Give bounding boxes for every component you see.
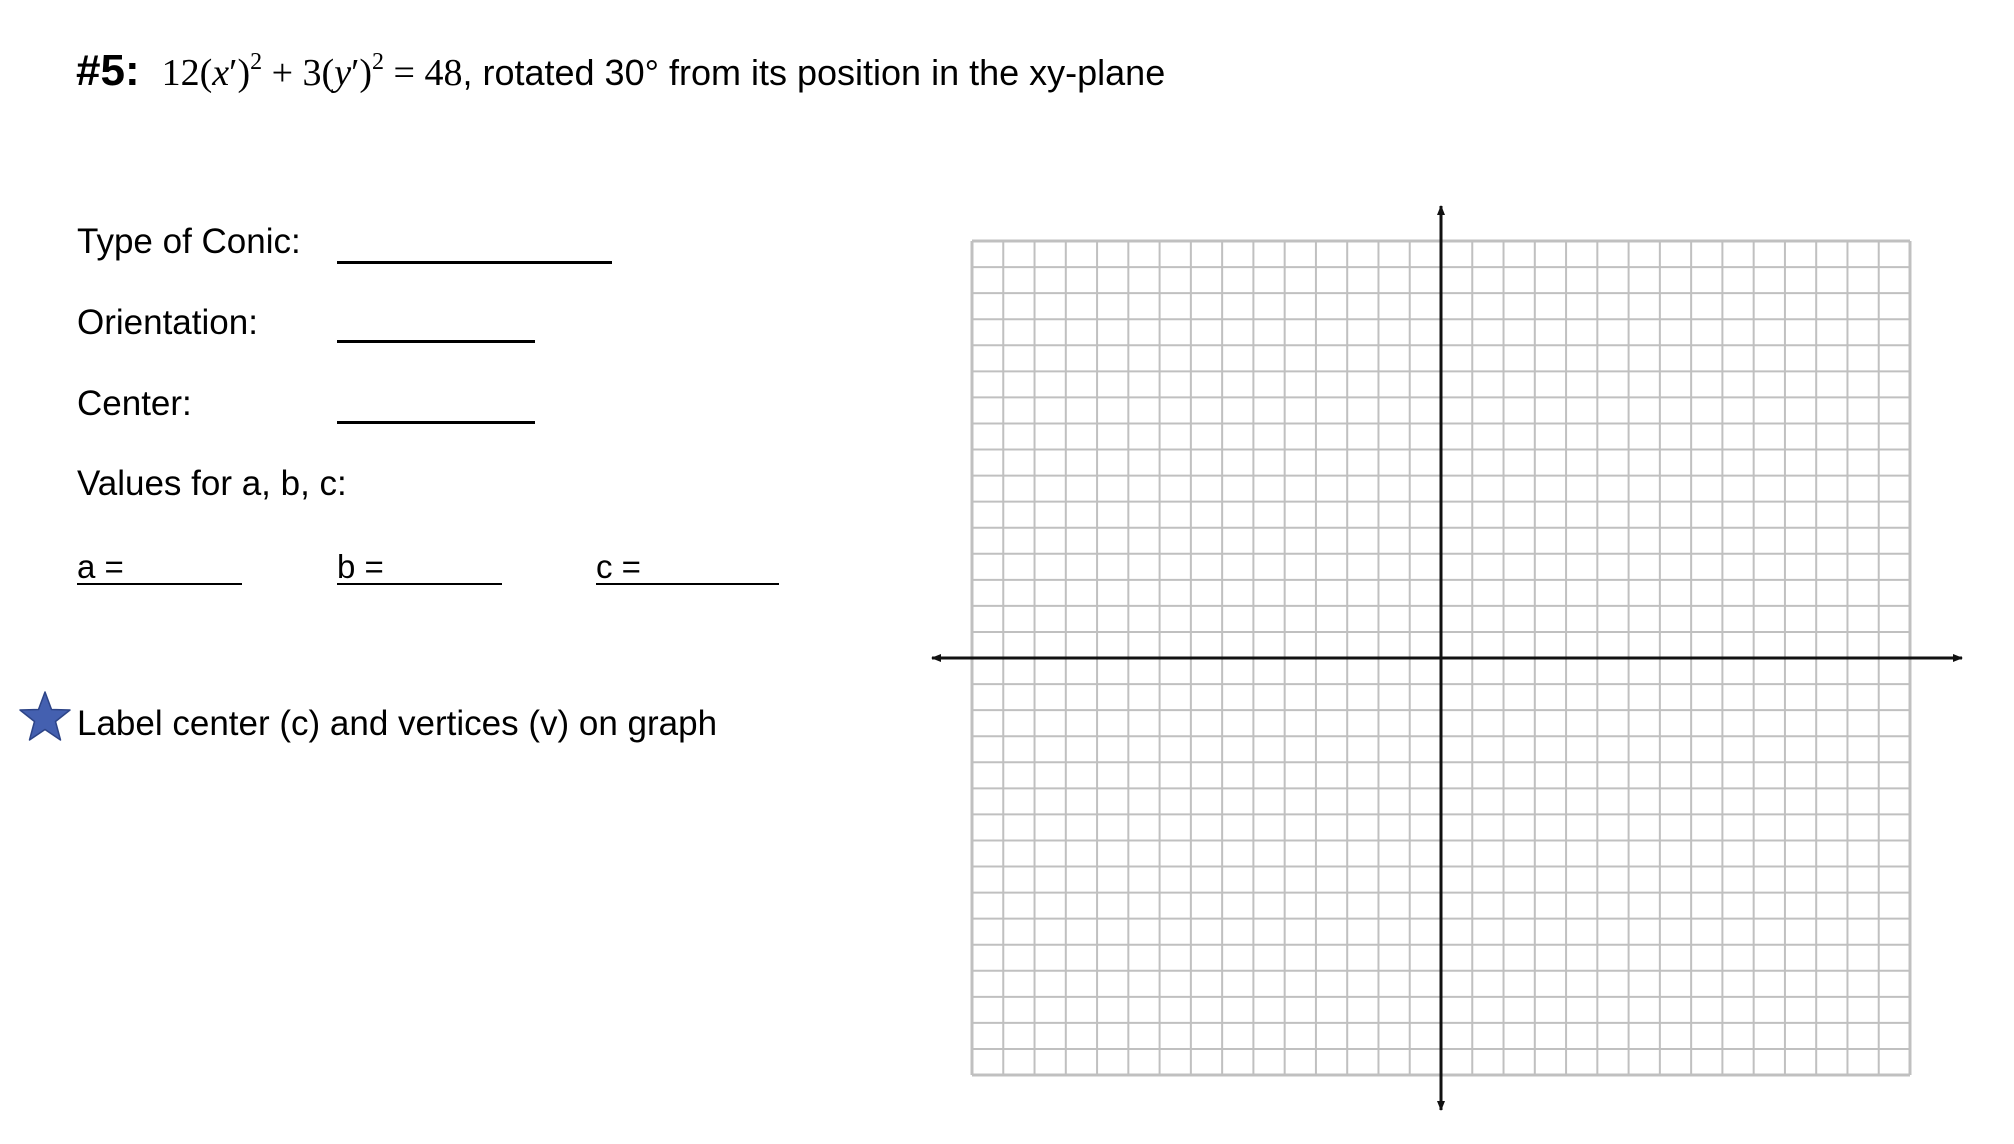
b-label: b =	[337, 548, 384, 585]
a-label: a =	[77, 548, 124, 585]
type-of-conic-label: Type of Conic:	[77, 222, 301, 261]
problem-number: #5:	[76, 46, 140, 95]
problem-description: , rotated 30° from its position in the xy-plane	[462, 52, 1166, 93]
orientation-label: Orientation:	[77, 303, 258, 342]
c-label: c =	[596, 548, 641, 585]
instruction-text: Label center (c) and vertices (v) on graph	[77, 704, 718, 743]
center-label: Center:	[77, 384, 192, 423]
problem-equation: $12(x')^2 + 3(y')^2 = 48$	[161, 49, 463, 94]
values-heading: Values for a, b, c:	[77, 464, 347, 503]
